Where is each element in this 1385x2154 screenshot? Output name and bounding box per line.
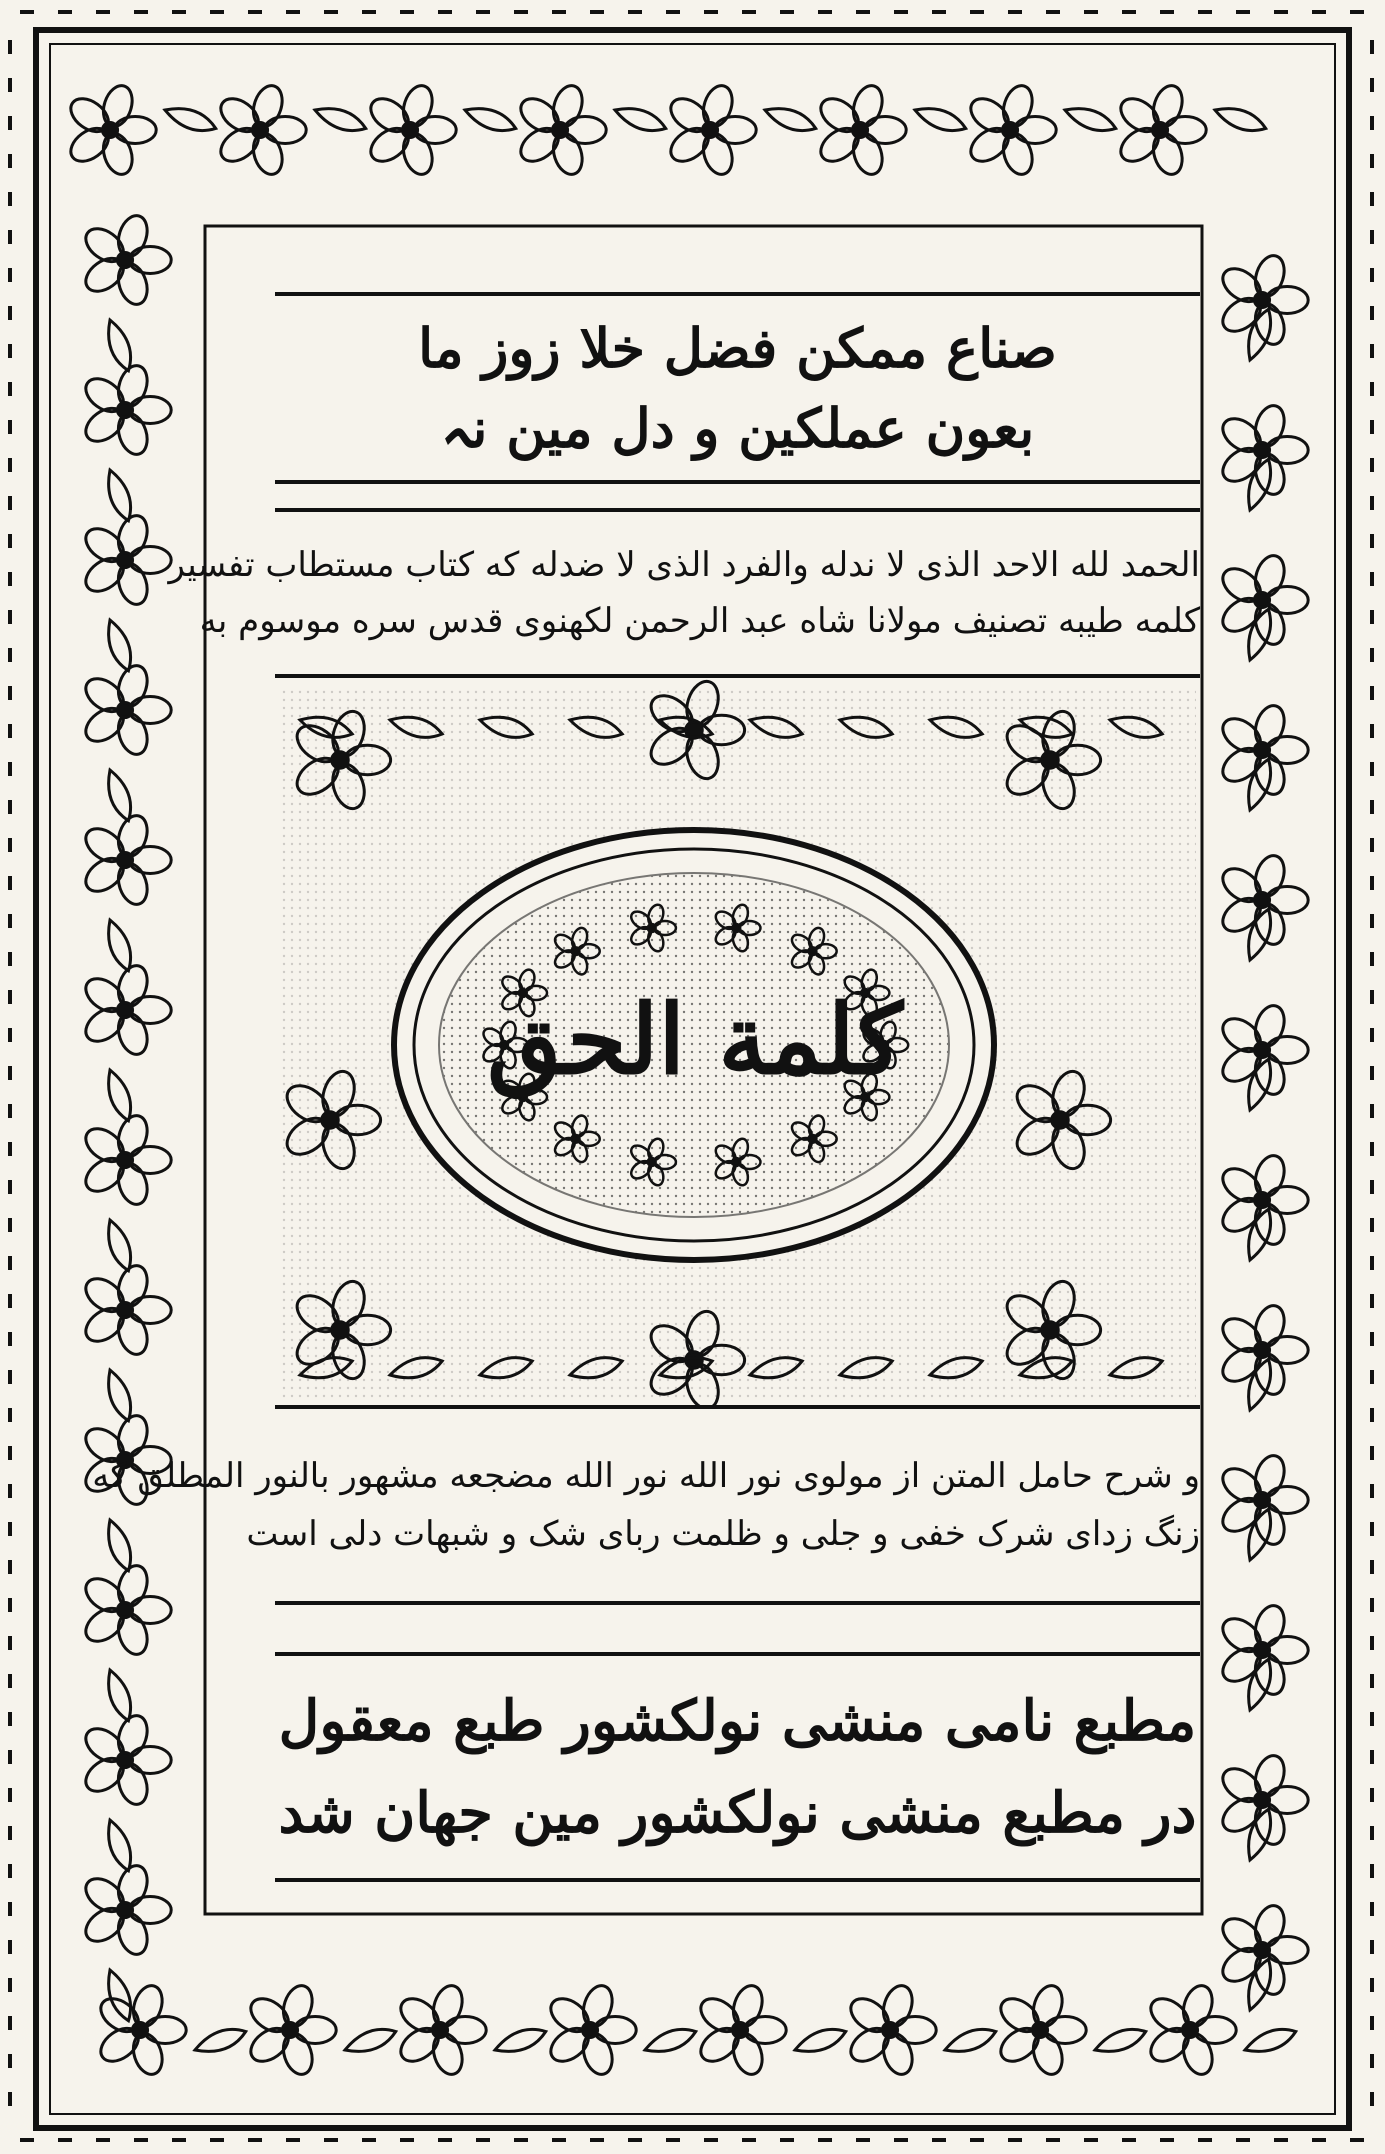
flower-ornament — [1217, 1602, 1308, 1698]
commentary-line-1: و شرح حامل المتن از مولوی نور الله نور الله مضجعه مشهور بالنور المطلق که — [92, 1456, 1200, 1496]
flower-ornament — [1217, 702, 1308, 798]
flower-ornament — [65, 82, 156, 178]
flower-ornament — [365, 82, 456, 178]
leaf-ornament — [492, 2023, 549, 2058]
leaf-ornament — [342, 2023, 399, 2058]
press-imprint-band — [275, 1652, 1200, 1882]
flower-ornament — [80, 1112, 171, 1208]
invocation-line-2: کلمه طیبه تصنیف مولانا شاه عبد الرحمن لکهنوی قدس سره موسوم به — [199, 601, 1200, 641]
flower-ornament — [80, 1562, 171, 1658]
flower-ornament — [80, 662, 171, 758]
leaf-ornament — [942, 2023, 999, 2058]
invocation-band — [168, 508, 1200, 678]
press-line-1: مطبع نامی منشی نولکشور طبع معقول — [278, 1688, 1197, 1754]
leaf-ornament — [612, 102, 669, 137]
flower-ornament — [80, 512, 171, 608]
flower-ornament — [80, 212, 171, 308]
leaf-ornament — [462, 102, 519, 137]
flower-ornament — [665, 82, 756, 178]
flower-ornament — [1217, 252, 1308, 348]
flower-ornament — [1217, 1902, 1308, 1998]
flower-ornament — [1217, 1302, 1308, 1398]
flower-ornament — [1217, 1752, 1308, 1848]
top-heading-line-2: بعون عملکین و دل مین نہ — [440, 396, 1035, 460]
flower-ornament — [80, 1262, 171, 1358]
flower-ornament — [695, 1982, 786, 2078]
flower-ornament — [95, 1982, 186, 2078]
flower-ornament — [1115, 82, 1206, 178]
flower-ornament — [515, 82, 606, 178]
leaf-ornament — [642, 2023, 699, 2058]
flower-ornament — [1217, 1002, 1308, 1098]
flower-ornament — [1217, 552, 1308, 648]
leaf-ornament — [792, 2023, 849, 2058]
flower-ornament — [845, 1982, 936, 2078]
commentary-line-2: زنگ زدای شرک خفی و جلی و ظلمت ربای شک و شبهات دلی است — [246, 1514, 1200, 1554]
flower-ornament — [1217, 1452, 1308, 1548]
flower-ornament — [995, 1982, 1086, 2078]
flower-ornament — [965, 82, 1056, 178]
flower-ornament — [215, 82, 306, 178]
top-heading-line-1: صناع ممکن فضل خلا زوز ما — [418, 316, 1057, 380]
flower-ornament — [80, 1712, 171, 1808]
flower-ornament — [80, 812, 171, 908]
flower-ornament — [80, 1862, 171, 1958]
leaf-ornament — [162, 102, 219, 137]
invocation-line-1: الحمد لله الاحد الذی لا ندله والفرد الذی لا ضدله که کتاب مستطاب تفسیر — [168, 545, 1200, 585]
leaf-ornament — [1092, 2023, 1149, 2058]
flower-ornament — [395, 1982, 486, 2078]
flower-ornament — [80, 362, 171, 458]
leaf-ornament — [312, 102, 369, 137]
press-line-2: در مطبع منشی نولکشور مین جهان شد — [278, 1780, 1197, 1846]
flower-ornament — [1217, 402, 1308, 498]
leaf-ornament — [102, 1967, 137, 2024]
leaf-ornament — [1062, 102, 1119, 137]
flower-ornament — [245, 1982, 336, 2078]
flower-ornament — [815, 82, 906, 178]
leaf-ornament — [192, 2023, 249, 2058]
flower-ornament — [1217, 1152, 1308, 1248]
flower-ornament — [545, 1982, 636, 2078]
flower-ornament — [80, 962, 171, 1058]
flower-ornament — [1217, 852, 1308, 948]
leaf-ornament — [1242, 2023, 1299, 2058]
top-heading-band — [275, 292, 1200, 484]
leaf-ornament — [912, 102, 969, 137]
book-title: کلمة الحق — [487, 983, 903, 1096]
leaf-ornament — [762, 102, 819, 137]
flower-ornament — [1145, 1982, 1236, 2078]
leaf-ornament — [1212, 102, 1269, 137]
commentary-band — [92, 1405, 1200, 1605]
